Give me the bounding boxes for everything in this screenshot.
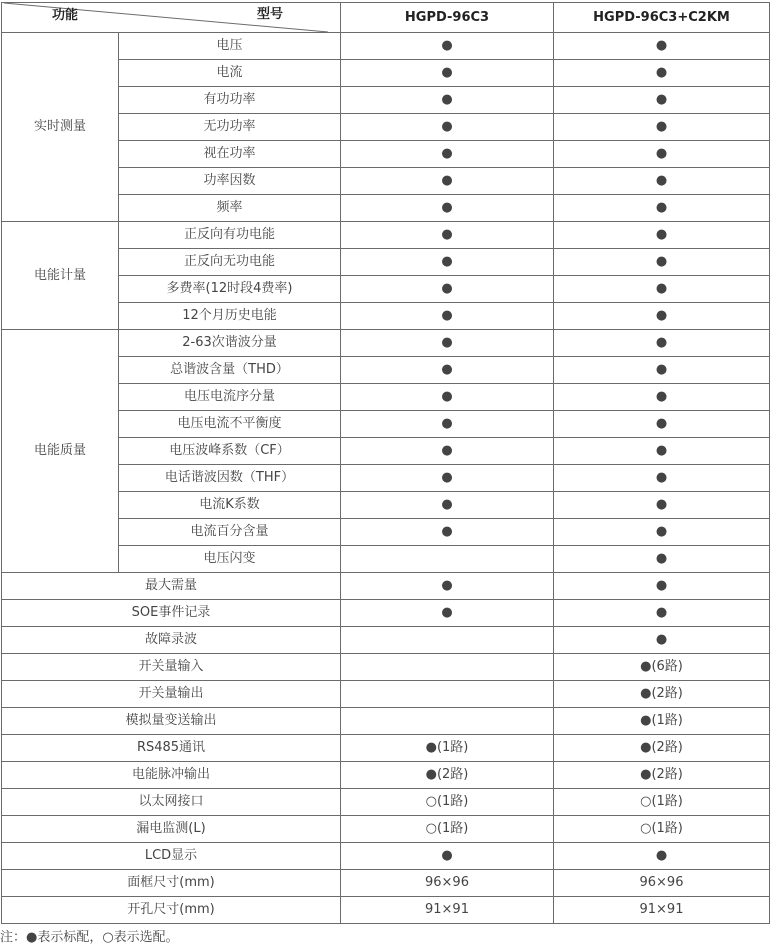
model-b-value-cell: ● — [554, 141, 770, 168]
table-row — [2, 654, 770, 681]
model-a-value-cell: ● — [341, 276, 554, 303]
model-a-value-cell: ○(1路) — [341, 789, 554, 816]
spec-table — [1, 2, 770, 924]
model-b-value-cell: 91×91 — [554, 897, 770, 924]
feature-cell: 电压 — [119, 33, 341, 60]
feature-cell: RS485通讯 — [2, 735, 341, 762]
model-b-value-cell: ● — [554, 222, 770, 249]
model-a-value-cell: ● — [341, 87, 554, 114]
table-row — [2, 330, 770, 357]
table-row — [2, 870, 770, 897]
model-a-value-cell — [341, 627, 554, 654]
feature-cell: 开关量输出 — [2, 681, 341, 708]
feature-cell: 模拟量变送输出 — [2, 708, 341, 735]
model-b-value-cell: ● — [554, 114, 770, 141]
feature-cell: 电流K系数 — [119, 492, 341, 519]
model-a-value-cell: ● — [341, 843, 554, 870]
feature-cell: 最大需量 — [2, 573, 341, 600]
feature-cell: 电能脉冲输出 — [2, 762, 341, 789]
spec-table-body — [2, 33, 770, 924]
table-row — [2, 789, 770, 816]
table-row — [2, 222, 770, 249]
model-b-value-cell: ● — [554, 249, 770, 276]
feature-cell: 电压电流不平衡度 — [119, 411, 341, 438]
model-b-value-cell: ●(2路) — [554, 762, 770, 789]
feature-cell: 正反向有功电能 — [119, 222, 341, 249]
table-row — [2, 843, 770, 870]
feature-cell: 2-63次谐波分量 — [119, 330, 341, 357]
model-a-value-cell: ● — [341, 141, 554, 168]
model-b-value-cell: ● — [554, 276, 770, 303]
feature-cell: 开关量输入 — [2, 654, 341, 681]
model-a-value-cell: ● — [341, 600, 554, 627]
model-b-value-cell: ● — [554, 843, 770, 870]
model-a-value-cell: ● — [341, 357, 554, 384]
model-label: 型号 — [257, 7, 284, 22]
group-label-cell: 电能计量 — [2, 222, 119, 330]
model-a-value-cell — [341, 546, 554, 573]
model-b-value-cell: ● — [554, 411, 770, 438]
feature-cell: 面框尺寸(mm) — [2, 870, 341, 897]
model-b-value-cell: ● — [554, 627, 770, 654]
feature-cell: 以太网接口 — [2, 789, 341, 816]
model-a-value-cell: ● — [341, 492, 554, 519]
table-row — [2, 735, 770, 762]
model-b-value-cell: ● — [554, 60, 770, 87]
table-row — [2, 681, 770, 708]
model-a-value-cell — [341, 681, 554, 708]
model-a-value-cell: ● — [341, 411, 554, 438]
feature-cell: SOE事件记录 — [2, 600, 341, 627]
table-row — [2, 762, 770, 789]
model-b-value-cell: ● — [554, 465, 770, 492]
table-row — [2, 573, 770, 600]
model-a-value-cell: ● — [341, 222, 554, 249]
group-label-cell: 电能质量 — [2, 330, 119, 573]
feature-cell: 总谐波含量（THD） — [119, 357, 341, 384]
feature-cell: 故障录波 — [2, 627, 341, 654]
header-row — [2, 3, 770, 33]
feature-cell: 12个月历史电能 — [119, 303, 341, 330]
model-a-value-cell: ● — [341, 195, 554, 222]
model-a-value-cell: ● — [341, 114, 554, 141]
feature-cell: 电流 — [119, 60, 341, 87]
model-a-value-cell: ○(1路) — [341, 816, 554, 843]
model-a-value-cell: 96×96 — [341, 870, 554, 897]
feature-cell: 电压闪变 — [119, 546, 341, 573]
feature-cell: 电流百分含量 — [119, 519, 341, 546]
model-a-value-cell: ●(2路) — [341, 762, 554, 789]
feature-cell: 无功功率 — [119, 114, 341, 141]
model-a-value-cell: ● — [341, 60, 554, 87]
feature-cell: 漏电监测(L) — [2, 816, 341, 843]
model-b-value-cell: ● — [554, 492, 770, 519]
table-row — [2, 897, 770, 924]
table-row — [2, 708, 770, 735]
feature-cell: 功率因数 — [119, 168, 341, 195]
model-a-value-cell: ● — [341, 573, 554, 600]
model-b-value-cell: ● — [554, 330, 770, 357]
model-a-value-cell: ● — [341, 519, 554, 546]
model-b-value-cell: ● — [554, 195, 770, 222]
feature-cell: 开孔尺寸(mm) — [2, 897, 341, 924]
feature-cell: 有功功率 — [119, 87, 341, 114]
model-b-value-cell: ● — [554, 87, 770, 114]
model-b-value-cell: ● — [554, 546, 770, 573]
table-row — [2, 627, 770, 654]
model-b-header: HGPD-96C3+C2KM — [554, 3, 770, 33]
model-b-value-cell: ● — [554, 168, 770, 195]
feature-cell: 多费率(12时段4费率) — [119, 276, 341, 303]
model-a-value-cell: ● — [341, 384, 554, 411]
corner-header-cell — [2, 3, 341, 33]
table-row — [2, 600, 770, 627]
model-b-value-cell: ●(2路) — [554, 735, 770, 762]
model-a-value-cell: ●(1路) — [341, 735, 554, 762]
model-a-value-cell: ● — [341, 303, 554, 330]
model-b-value-cell: ● — [554, 438, 770, 465]
feature-cell: 电压波峰系数（CF） — [119, 438, 341, 465]
feature-cell: 电压电流序分量 — [119, 384, 341, 411]
feature-cell: 电话谐波因数（THF） — [119, 465, 341, 492]
feature-cell: 视在功率 — [119, 141, 341, 168]
group-label-cell: 实时测量 — [2, 33, 119, 222]
model-a-value-cell: 91×91 — [341, 897, 554, 924]
model-a-value-cell: ● — [341, 330, 554, 357]
model-b-value-cell: ● — [554, 600, 770, 627]
feature-cell: LCD显示 — [2, 843, 341, 870]
model-a-value-cell: ● — [341, 438, 554, 465]
footnote: 注：●表示标配，○表示选配。 — [0, 930, 179, 945]
model-a-value-cell: ● — [341, 465, 554, 492]
model-b-value-cell: ● — [554, 519, 770, 546]
table-row — [2, 33, 770, 60]
model-a-value-cell: ● — [341, 33, 554, 60]
model-b-value-cell: ● — [554, 357, 770, 384]
model-b-value-cell: ○(1路) — [554, 789, 770, 816]
model-b-value-cell: ●(2路) — [554, 681, 770, 708]
model-a-header: HGPD-96C3 — [341, 3, 554, 33]
feature-cell: 正反向无功电能 — [119, 249, 341, 276]
model-b-value-cell: ●(1路) — [554, 708, 770, 735]
model-b-value-cell: ● — [554, 303, 770, 330]
model-a-value-cell — [341, 654, 554, 681]
model-a-value-cell — [341, 708, 554, 735]
model-a-value-cell: ● — [341, 168, 554, 195]
table-row — [2, 816, 770, 843]
model-b-value-cell: ●(6路) — [554, 654, 770, 681]
model-b-value-cell: 96×96 — [554, 870, 770, 897]
model-a-value-cell: ● — [341, 249, 554, 276]
model-b-value-cell: ● — [554, 573, 770, 600]
feature-cell: 频率 — [119, 195, 341, 222]
model-b-value-cell: ● — [554, 33, 770, 60]
model-b-value-cell: ○(1路) — [554, 816, 770, 843]
function-label: 功能 — [52, 8, 79, 23]
model-b-value-cell: ● — [554, 384, 770, 411]
